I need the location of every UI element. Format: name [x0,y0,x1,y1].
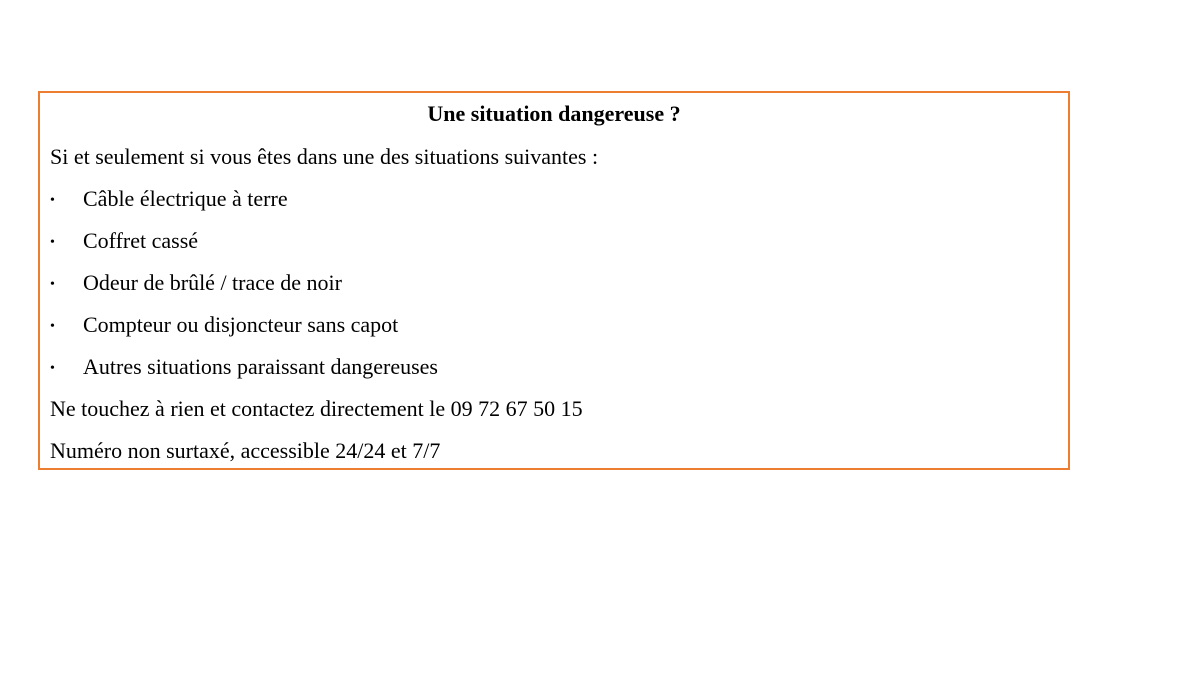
bullet-icon: • [50,277,55,292]
list-item-text: Coffret cassé [83,228,199,253]
notice-title: Une situation dangereuse ? [427,101,681,126]
bullet-icon: • [50,235,55,250]
notice-instruction: Ne touchez à rien et contactez directement le 09 72 67 50 15 [50,396,583,421]
list-item-text: Autres situations paraissant dangereuses [83,354,438,379]
list-item-text: Compteur ou disjoncteur sans capot [83,312,399,337]
bullet-icon: • [50,319,55,334]
notice-intro: Si et seulement si vous êtes dans une des situations suivantes : [50,144,599,169]
list-item-text: Câble électrique à terre [83,186,288,211]
notice-footnote: Numéro non surtaxé, accessible 24/24 et 7/7 [50,438,441,463]
bullet-icon: • [50,193,55,208]
list-item-text: Odeur de brûlé / trace de noir [83,270,342,295]
bullet-icon: • [50,361,55,376]
danger-notice-box [38,91,1070,470]
